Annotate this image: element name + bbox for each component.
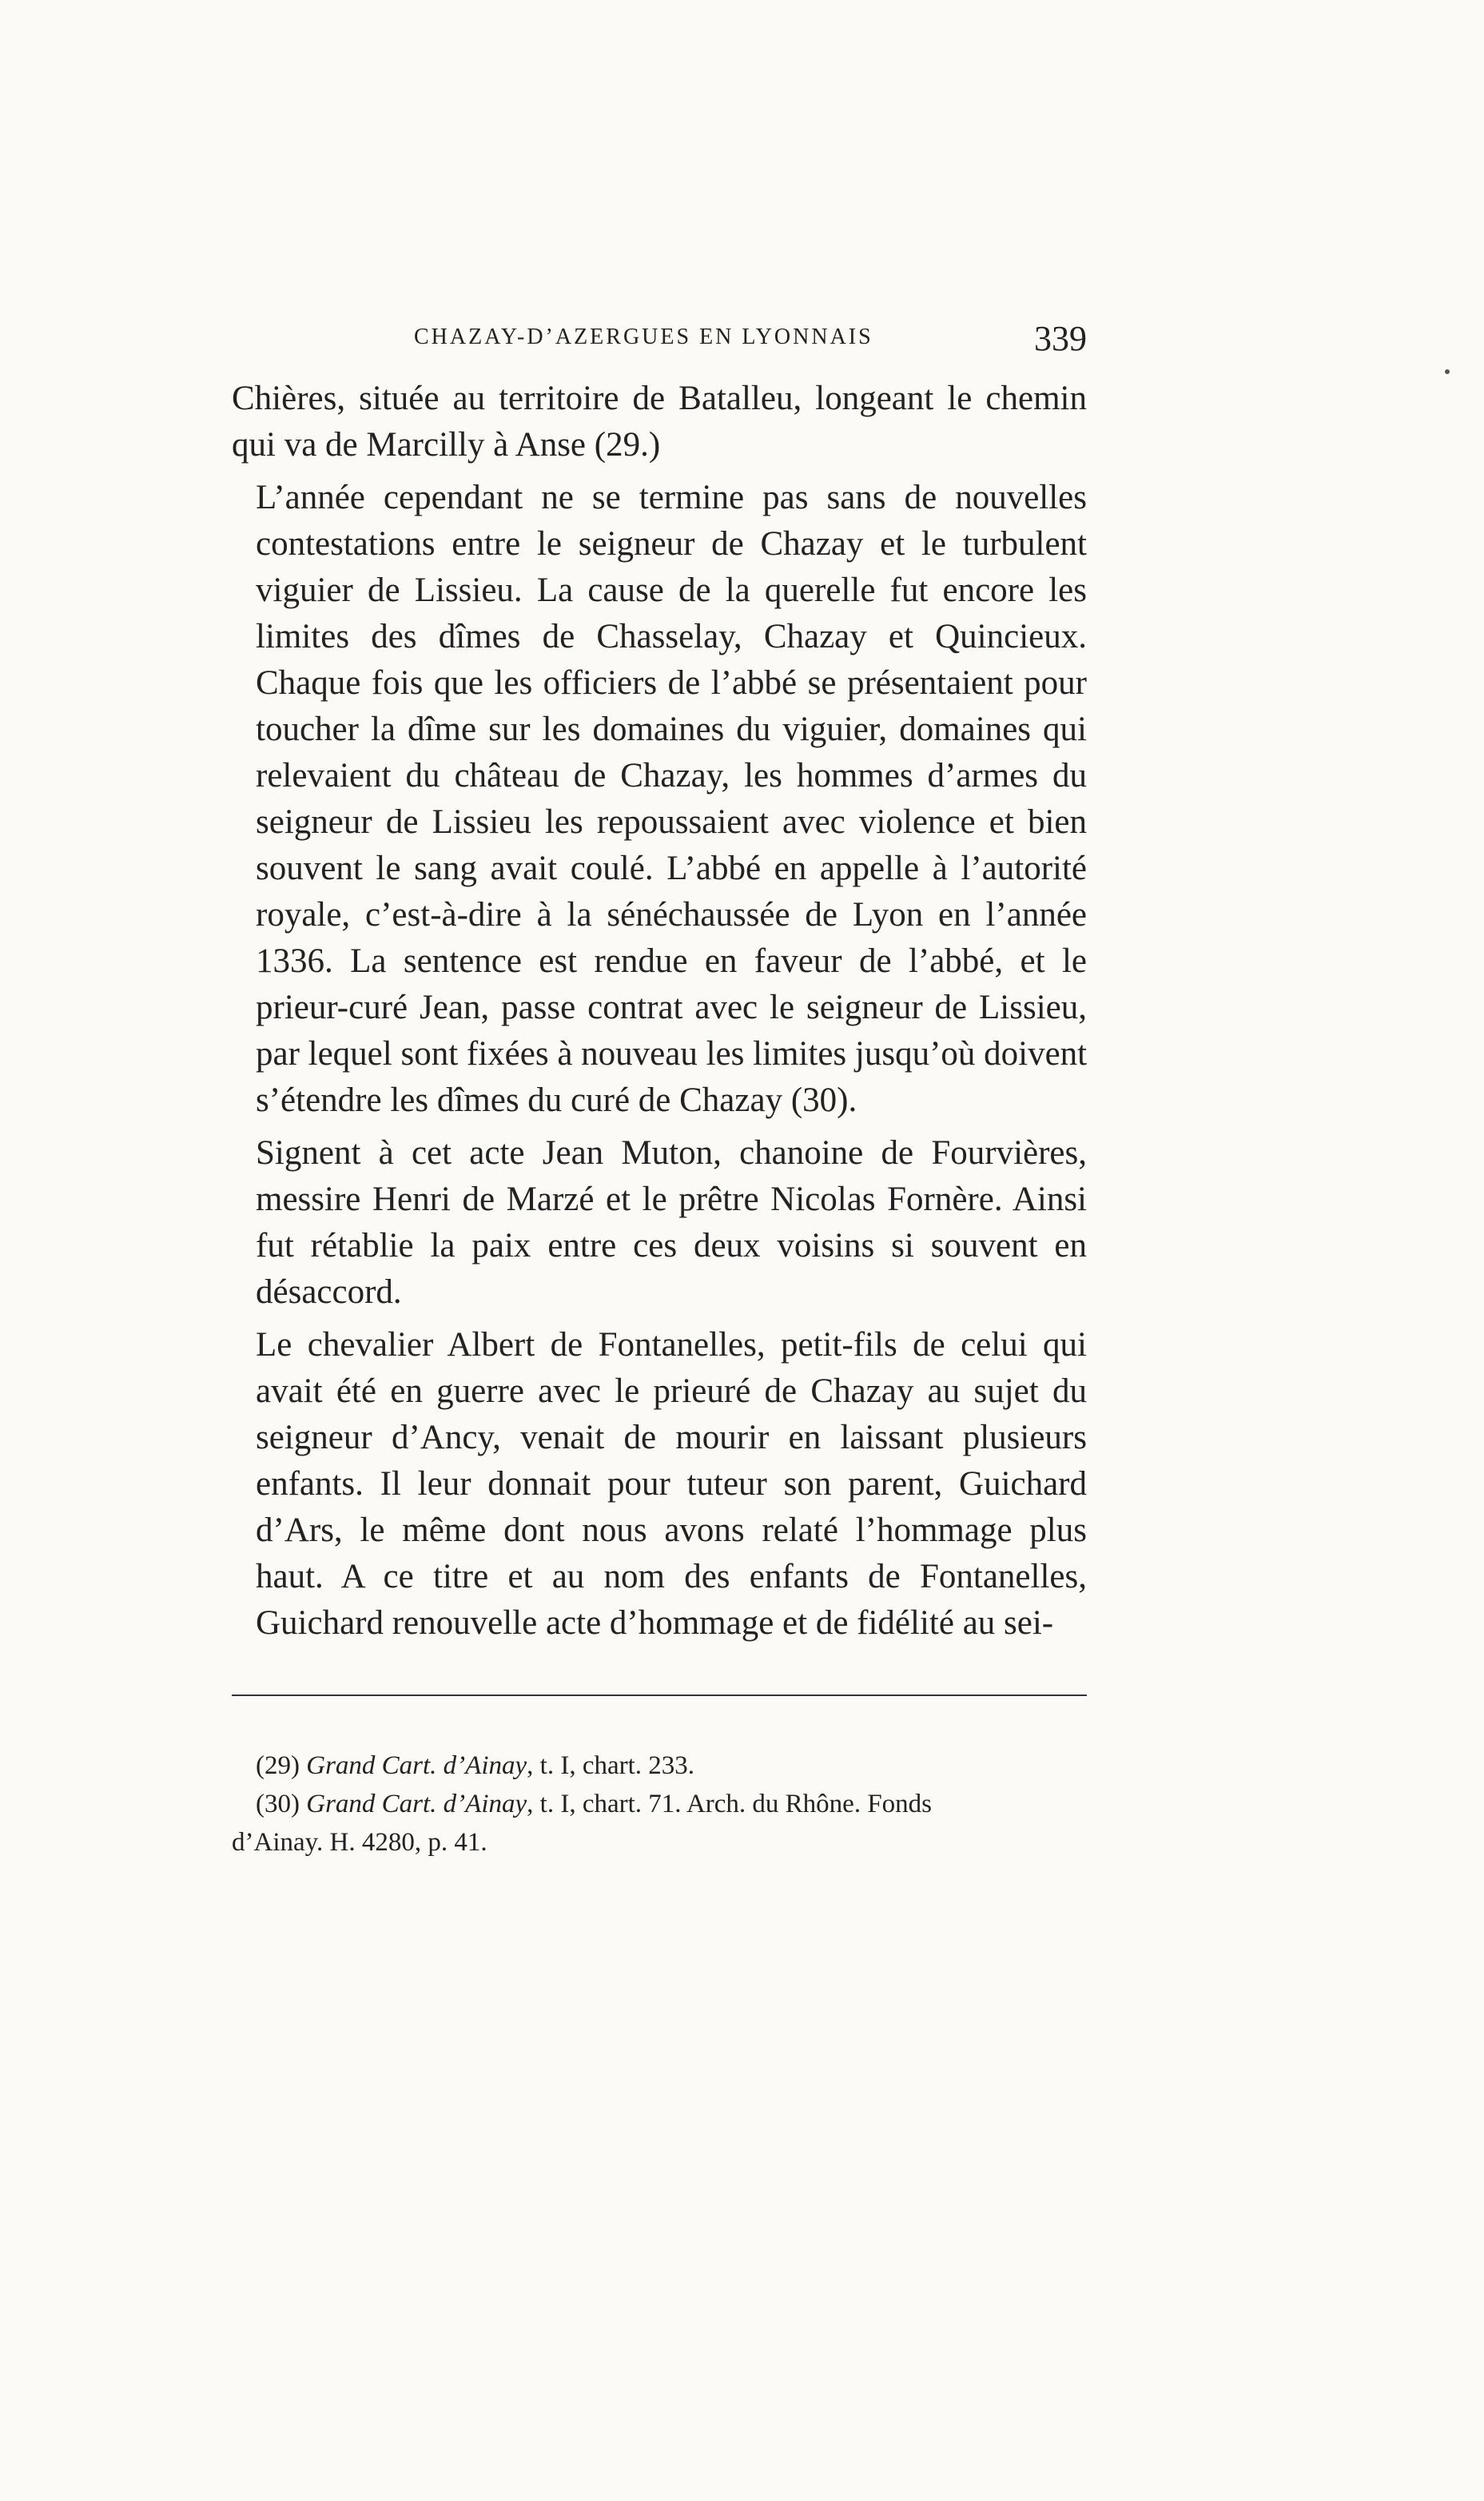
footnote-number: (30) — [256, 1790, 300, 1818]
margin-speck — [1445, 369, 1450, 374]
text-line: viguier de Lissieu. La cause de la querelle fut encore les — [256, 571, 1087, 609]
text-line: qui va de Marcilly à Anse (29.) — [232, 426, 661, 464]
footnote-source-title: Grand Cart. d’Ainay — [306, 1790, 527, 1818]
footnote-source-title: Grand Cart. d’Ainay — [306, 1751, 527, 1780]
text-line: seigneur de Lissieu les repoussaient avec violence et bien — [256, 803, 1087, 841]
text-line: enfants. Il leur donnait pour tuteur son parent, Guichard — [256, 1465, 1087, 1503]
paragraph — [232, 376, 1087, 468]
text-line: L’année cependant ne se termine pas sans de nouvelles — [256, 479, 1087, 516]
text-line: messire Henri de Marzé et le prêtre Nicolas Fornère. Ainsi — [256, 1181, 1087, 1218]
paragraph — [232, 1322, 1087, 1647]
text-line: relevaient du château de Chazay, les hommes d’armes du — [256, 757, 1087, 795]
page-number: 339 — [1034, 319, 1087, 358]
text-line: avait été en guerre avec le prieuré de Chazay au sujet du — [256, 1372, 1087, 1410]
running-title: CHAZAY-D’AZERGUES EN LYONNAIS — [414, 325, 873, 349]
text-line: Le chevalier Albert de Fontanelles, petit-fils de celui qui — [256, 1326, 1087, 1364]
text-line: par lequel sont fixées à nouveau les limites jusqu’où doivent — [256, 1035, 1087, 1073]
text-line: souvent le sang avait coulé. L’abbé en appelle à l’autorité — [256, 850, 1087, 887]
text-line: désaccord. — [256, 1273, 402, 1311]
footnotes — [232, 1746, 1087, 1862]
running-head — [232, 318, 1087, 366]
footnote-continuation: d’Ainay. H. 4280, p. 41. — [232, 1828, 487, 1857]
footnote-divider — [232, 1695, 1087, 1696]
text-line: d’Ars, le même dont nous avons relaté l’hommage plus — [256, 1511, 1087, 1549]
text-line: royale, c’est-à-dire à la sénéchaussée de Lyon en l’année — [256, 896, 1087, 934]
text-line: Chaque fois que les officiers de l’abbé se présentaient pour — [256, 664, 1087, 702]
text-line: s’étendre les dîmes du curé de Chazay (30). — [256, 1081, 857, 1119]
text-line: contestations entre le seigneur de Chazay et le turbulent — [256, 525, 1087, 563]
text-line: Guichard renouvelle acte d’hommage et de fidélité au sei- — [256, 1604, 1054, 1642]
footnote — [232, 1746, 1087, 1785]
text-line: limites des dîmes de Chasselay, Chazay et Quincieux. — [256, 618, 1087, 655]
footnote-line — [232, 1785, 1087, 1823]
footnote-reference: , t. I, chart. 71. Arch. du Rhône. Fonds — [527, 1790, 933, 1818]
footnote-reference: , t. I, chart. 233. — [527, 1751, 695, 1780]
body-text — [232, 376, 1087, 1647]
paragraph — [232, 475, 1087, 1124]
text-line: Signent à cet acte Jean Muton, chanoine de Fourvières, — [256, 1134, 1087, 1172]
footnote — [232, 1785, 1087, 1862]
text-line: 1336. La sentence est rendue en faveur de l’abbé, et le — [256, 942, 1087, 980]
footnote-line — [232, 1746, 1087, 1785]
text-line: prieur-curé Jean, passe contrat avec le seigneur de Lissieu, — [256, 989, 1087, 1026]
text-line: haut. A ce titre et au nom des enfants de Fontanelles, — [256, 1558, 1087, 1595]
text-line: Chières, située au territoire de Batalleu, longeant le chemin — [232, 380, 1087, 417]
text-line: seigneur d’Ancy, venait de mourir en laissant plusieurs — [256, 1419, 1087, 1456]
text-line: toucher la dîme sur les domaines du viguier, domaines qui — [256, 711, 1087, 748]
footnote-number: (29) — [256, 1751, 300, 1780]
text-line: fut rétablie la paix entre ces deux voisins si souvent en — [256, 1227, 1087, 1264]
paragraph — [232, 1130, 1087, 1316]
